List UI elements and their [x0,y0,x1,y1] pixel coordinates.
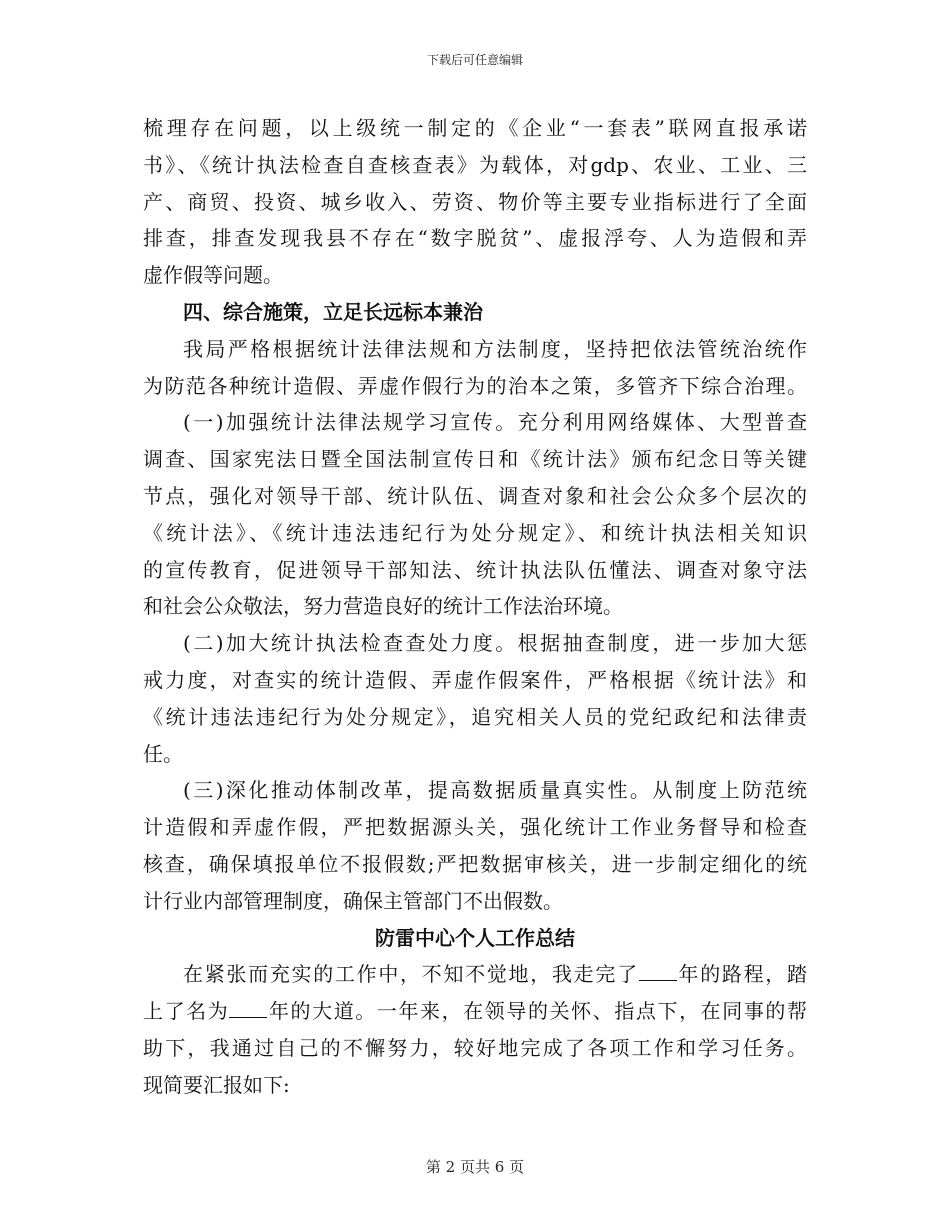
intro-text: 上了名为 [143,999,230,1024]
header-note: 下载后可任意编辑 [426,53,523,67]
summary-title: 防雷中心个人工作总结 [375,925,575,950]
body-line: 《统计违法违纪行为处分规定》，追究相关人员的党纪政纪和法律责 [143,704,807,729]
body-line: 助下，我通过自己的不懈努力，较好地完成了各项工作和学习任务。 [143,1035,807,1060]
fill-in-blank [639,958,677,981]
body-line: 节点，强化对领导干部、统计队伍、调查对象和社会公众多个层次的 [143,483,807,508]
body-line: 戒力度，对查实的统计造假、弄虚作假案件，严格根据《统计法》和 [143,667,807,692]
body-line: 任。 [143,741,183,766]
body-line: (三)深化推动体制改革，提高数据质量真实性。从制度上防范统 [183,778,807,803]
fill-in-blank [229,995,267,1018]
body-line: (一)加强统计法律法规学习宣传。充分利用网络媒体、大型普查 [183,410,807,435]
document-body [143,110,807,1104]
body-line: 排查，排查发现我县不存在“数字脱贫”、虚报浮夸、人为造假和弄 [143,226,807,251]
body-line: 虚作假等问题。 [143,263,283,288]
body-line [143,993,807,1030]
section-heading: 四、综合施策，立足长远标本兼治 [183,299,483,324]
body-line: 我局严格根据统计法律法规和方法制度，坚持把依法管统治统作 [183,336,807,361]
page-number: 第 2 页共 6 页 [425,1158,525,1176]
body-line: 产、商贸、投资、城乡收入、劳资、物价等主要专业指标进行了全面 [143,189,807,214]
body-line: 调查、国家宪法日暨全国法制宣传日和《统计法》颁布纪念日等关键 [143,447,807,472]
intro-text: 在紧张而充实的工作中，不知不觉地，我走完了 [183,962,639,987]
body-line: 计造假和弄虚作假，严把数据源头关，强化统计工作业务督导和检查 [143,815,807,840]
body-line: 梳理存在问题，以上级统一制定的《企业“一套表”联网直报承诺 [143,116,807,140]
body-line: (二)加大统计执法检查查处力度。根据抽查制度，进一步加大惩 [183,631,807,656]
body-line: 书》、《统计执法检查自查核查表》为载体，对gdp、农业、工业、三 [143,152,807,177]
page-footer [0,1158,950,1176]
body-line: 现简要汇报如下: [143,1072,290,1097]
intro-text: 年的大道。一年来，在领导的关怀、指点下，在同事的帮 [267,999,807,1024]
intro-text: 年的路程，踏 [676,962,807,987]
body-line [143,956,807,993]
body-line: 的宣传教育，促进领导干部知法、统计执法队伍懂法、调查对象守法 [143,557,807,582]
body-line: 和社会公众敬法，努力营造良好的统计工作法治环境。 [143,594,623,619]
page-header [0,52,950,68]
body-line: 计行业内部管理制度，确保主管部门不出假数。 [143,888,563,913]
body-line: 为防范各种统计造假、弄虚作假行为的治本之策，多管齐下综合治理。 [143,373,807,398]
body-line: 《统计法》、《统计违法违纪行为处分规定》、和统计执法相关知识 [143,520,807,545]
body-line: 核查，确保填报单位不报假数;严把数据审核关，进一步制定细化的统 [143,851,807,876]
